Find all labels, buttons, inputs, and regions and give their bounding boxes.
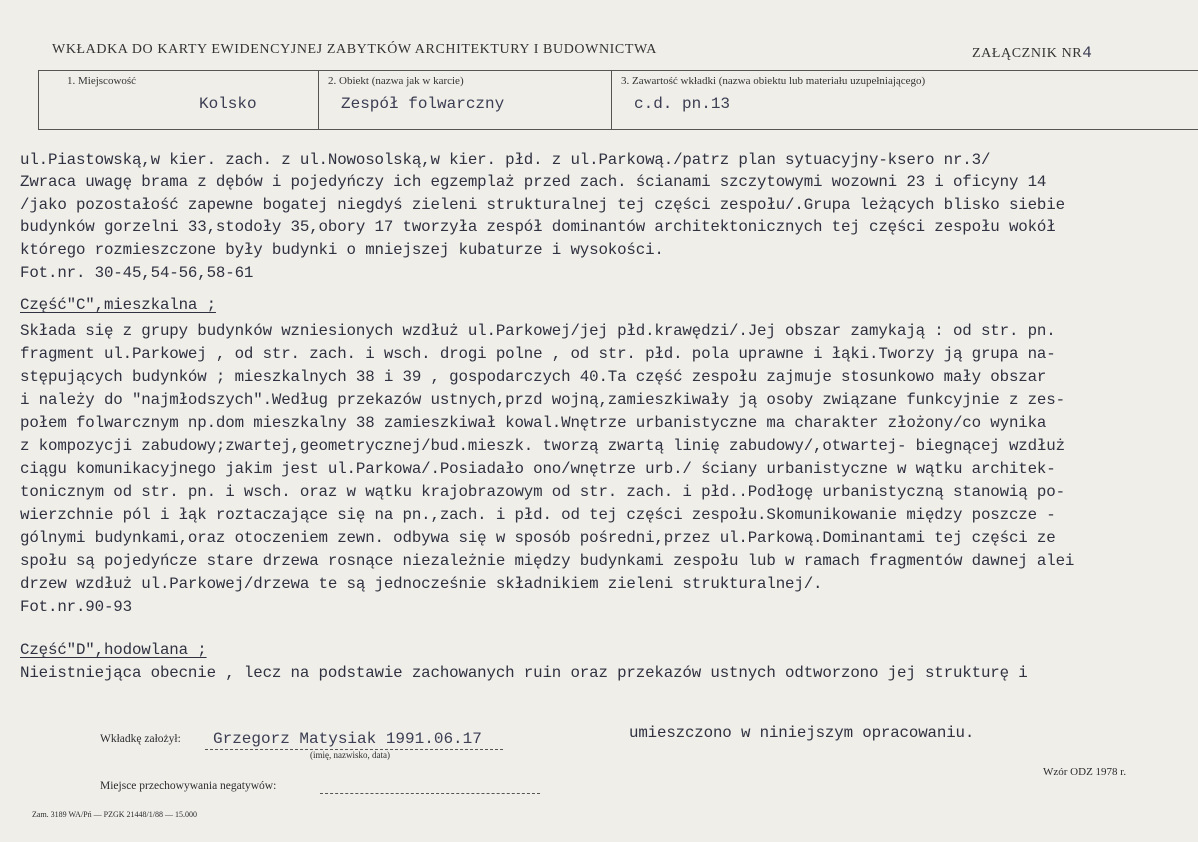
header-fields-table	[38, 70, 1198, 130]
body-line: Składa się z grupy budynków wzniesionych wzdłuż ul.Parkowej/jej płd.krawędzi/.Jej obszar zamykają : od str. pn.	[20, 322, 1056, 340]
attachment-number: 4	[1082, 44, 1093, 62]
inserted-by-label: Wkładkę założył:	[100, 733, 181, 745]
body-line: budynków gorzelni 33,stodoły 35,obory 17 tworzyła zespół dominantów architektonicznych tej części zespołu wokół	[20, 218, 1056, 236]
inserted-by-value: Grzegorz Matysiak 1991.06.17	[213, 730, 482, 748]
body-line: /jako pozostałość zapewne bogatej niegdyś zieleni strukturalnej tej części zespołu/.Grupa leżących blisko siebie	[20, 196, 1065, 214]
body-line: ciągu komunikacyjnego jakim jest ul.Parkowa/.Posiadało ono/wnętrze urb./ ściany urbanistyczne w wątku architek-	[20, 460, 1056, 478]
negatives-location-label: Miejsce przechowywania negatywów:	[100, 780, 277, 792]
body-line: tonicznym od str. pn. i wsch. oraz w wątku krajobrazowym od str. zach. i płd..Podłogę urbanistyczną stanowią po-	[20, 483, 1065, 501]
body-line: połem folwarcznym np.dom mieszkalny 38 zamieszkiwał kowal.Wnętrze urbanistyczne ma charakter złożony/co wynika	[20, 414, 1047, 432]
body-line: Fot.nr.90-93	[20, 598, 132, 616]
attachment-label-text: ZAŁĄCZNIK NR	[972, 46, 1083, 61]
locality-cell	[38, 71, 319, 129]
body-line: ul.Piastowską,w kier. zach. z ul.Nowosolską,w kier. płd. z ul.Parkową./patrz plan sytuacyjny-ksero nr.3/	[20, 151, 991, 169]
body-line: wierzchnie pól i łąk roztaczające się na pn.,zach. i płd. od tej części zespołu.Skomunikowanie między poszcze -	[20, 506, 1056, 524]
body-line: drzew wzdłuż ul.Parkowej/drzewa te są jednocześnie składnikiem zieleni strukturalnej/.	[20, 575, 823, 593]
object-value: Zespół folwarczny	[341, 95, 505, 113]
print-info: Zam. 3189 WA/Pń — PZGK 21448/1/88 — 15.000	[32, 810, 197, 819]
content-cell	[611, 71, 1196, 129]
locality-label: 1. Miejscowość	[67, 75, 137, 87]
form-title: WKŁADKA DO KARTY EWIDENCYJNEJ ZABYTKÓW ARCHITEKTURY I BUDOWNICTWA	[52, 42, 657, 57]
body-line: i należy do "najmłodszych".Według przekazów ustnych,przd wojną,zamieszkiwały ją osoby związane funkcyjnie z zes-	[20, 391, 1065, 409]
inserted-by-caption: (imię, nazwisko, data)	[310, 750, 390, 760]
body-line: społu są pojedyńcze stare drzewa rosnące niezależnie między budynkami zespołu lub w ramach fragmentów dawnej alei	[20, 552, 1075, 570]
content-value: c.d. pn.13	[634, 95, 731, 113]
locality-value: Kolsko	[199, 95, 257, 113]
section-heading-d: Część"D",hodowlana ;	[20, 641, 207, 659]
body-line: Zwraca uwagę brama z dębów i pojedyńczy ich egzemplaż przed zach. ścianami szczytowymi wozowni 23 i oficyny 14	[20, 173, 1047, 191]
body-line: z kompozycji zabudowy;zwartej,geometrycznej/bud.mieszk. tworzą zwartą linię zabudowy/,otwartej- biegnącej wzdłuż	[20, 437, 1065, 455]
object-label: 2. Obiekt (nazwa jak w karcie)	[328, 75, 464, 87]
body-line-continuation: umieszczono w niniejszym opracowaniu.	[629, 724, 975, 742]
object-cell	[318, 71, 652, 129]
body-line: Fot.nr. 30-45,54-56,58-61	[20, 264, 254, 282]
negatives-location-rule	[320, 793, 540, 794]
body-line: którego rozmieszczone były budynki o mniejszej kubaturze i wysokości.	[20, 241, 664, 259]
content-label: 3. Zawartość wkładki (nazwa obiektu lub materiału uzupełniającego)	[621, 75, 926, 87]
form-model-label: Wzór ODZ 1978 r.	[1043, 766, 1127, 778]
body-line: Nieistniejąca obecnie , lecz na podstawie zachowanych ruin oraz przekazów ustnych odtworzono jej strukturę i	[20, 664, 1028, 682]
body-line: fragment ul.Parkowej , od str. zach. i wsch. drogi polne , od str. płd. pola uprawne i łąki.Tworzy ją grupa na-	[20, 345, 1056, 363]
section-heading-c: Część"C",mieszkalna ;	[20, 296, 216, 314]
attachment-label	[972, 44, 1092, 62]
body-line: stępujących budynków ; mieszkalnych 38 i 39 , gospodarczych 40.Ta część zespołu zajmuje stosunkowo mały obszar	[20, 368, 1047, 386]
body-line: gólnymi budynkami,oraz otoczeniem zewn. odbywa się w sposób pośredni,przez ul.Parkową.Dominantami tej części ze	[20, 529, 1056, 547]
